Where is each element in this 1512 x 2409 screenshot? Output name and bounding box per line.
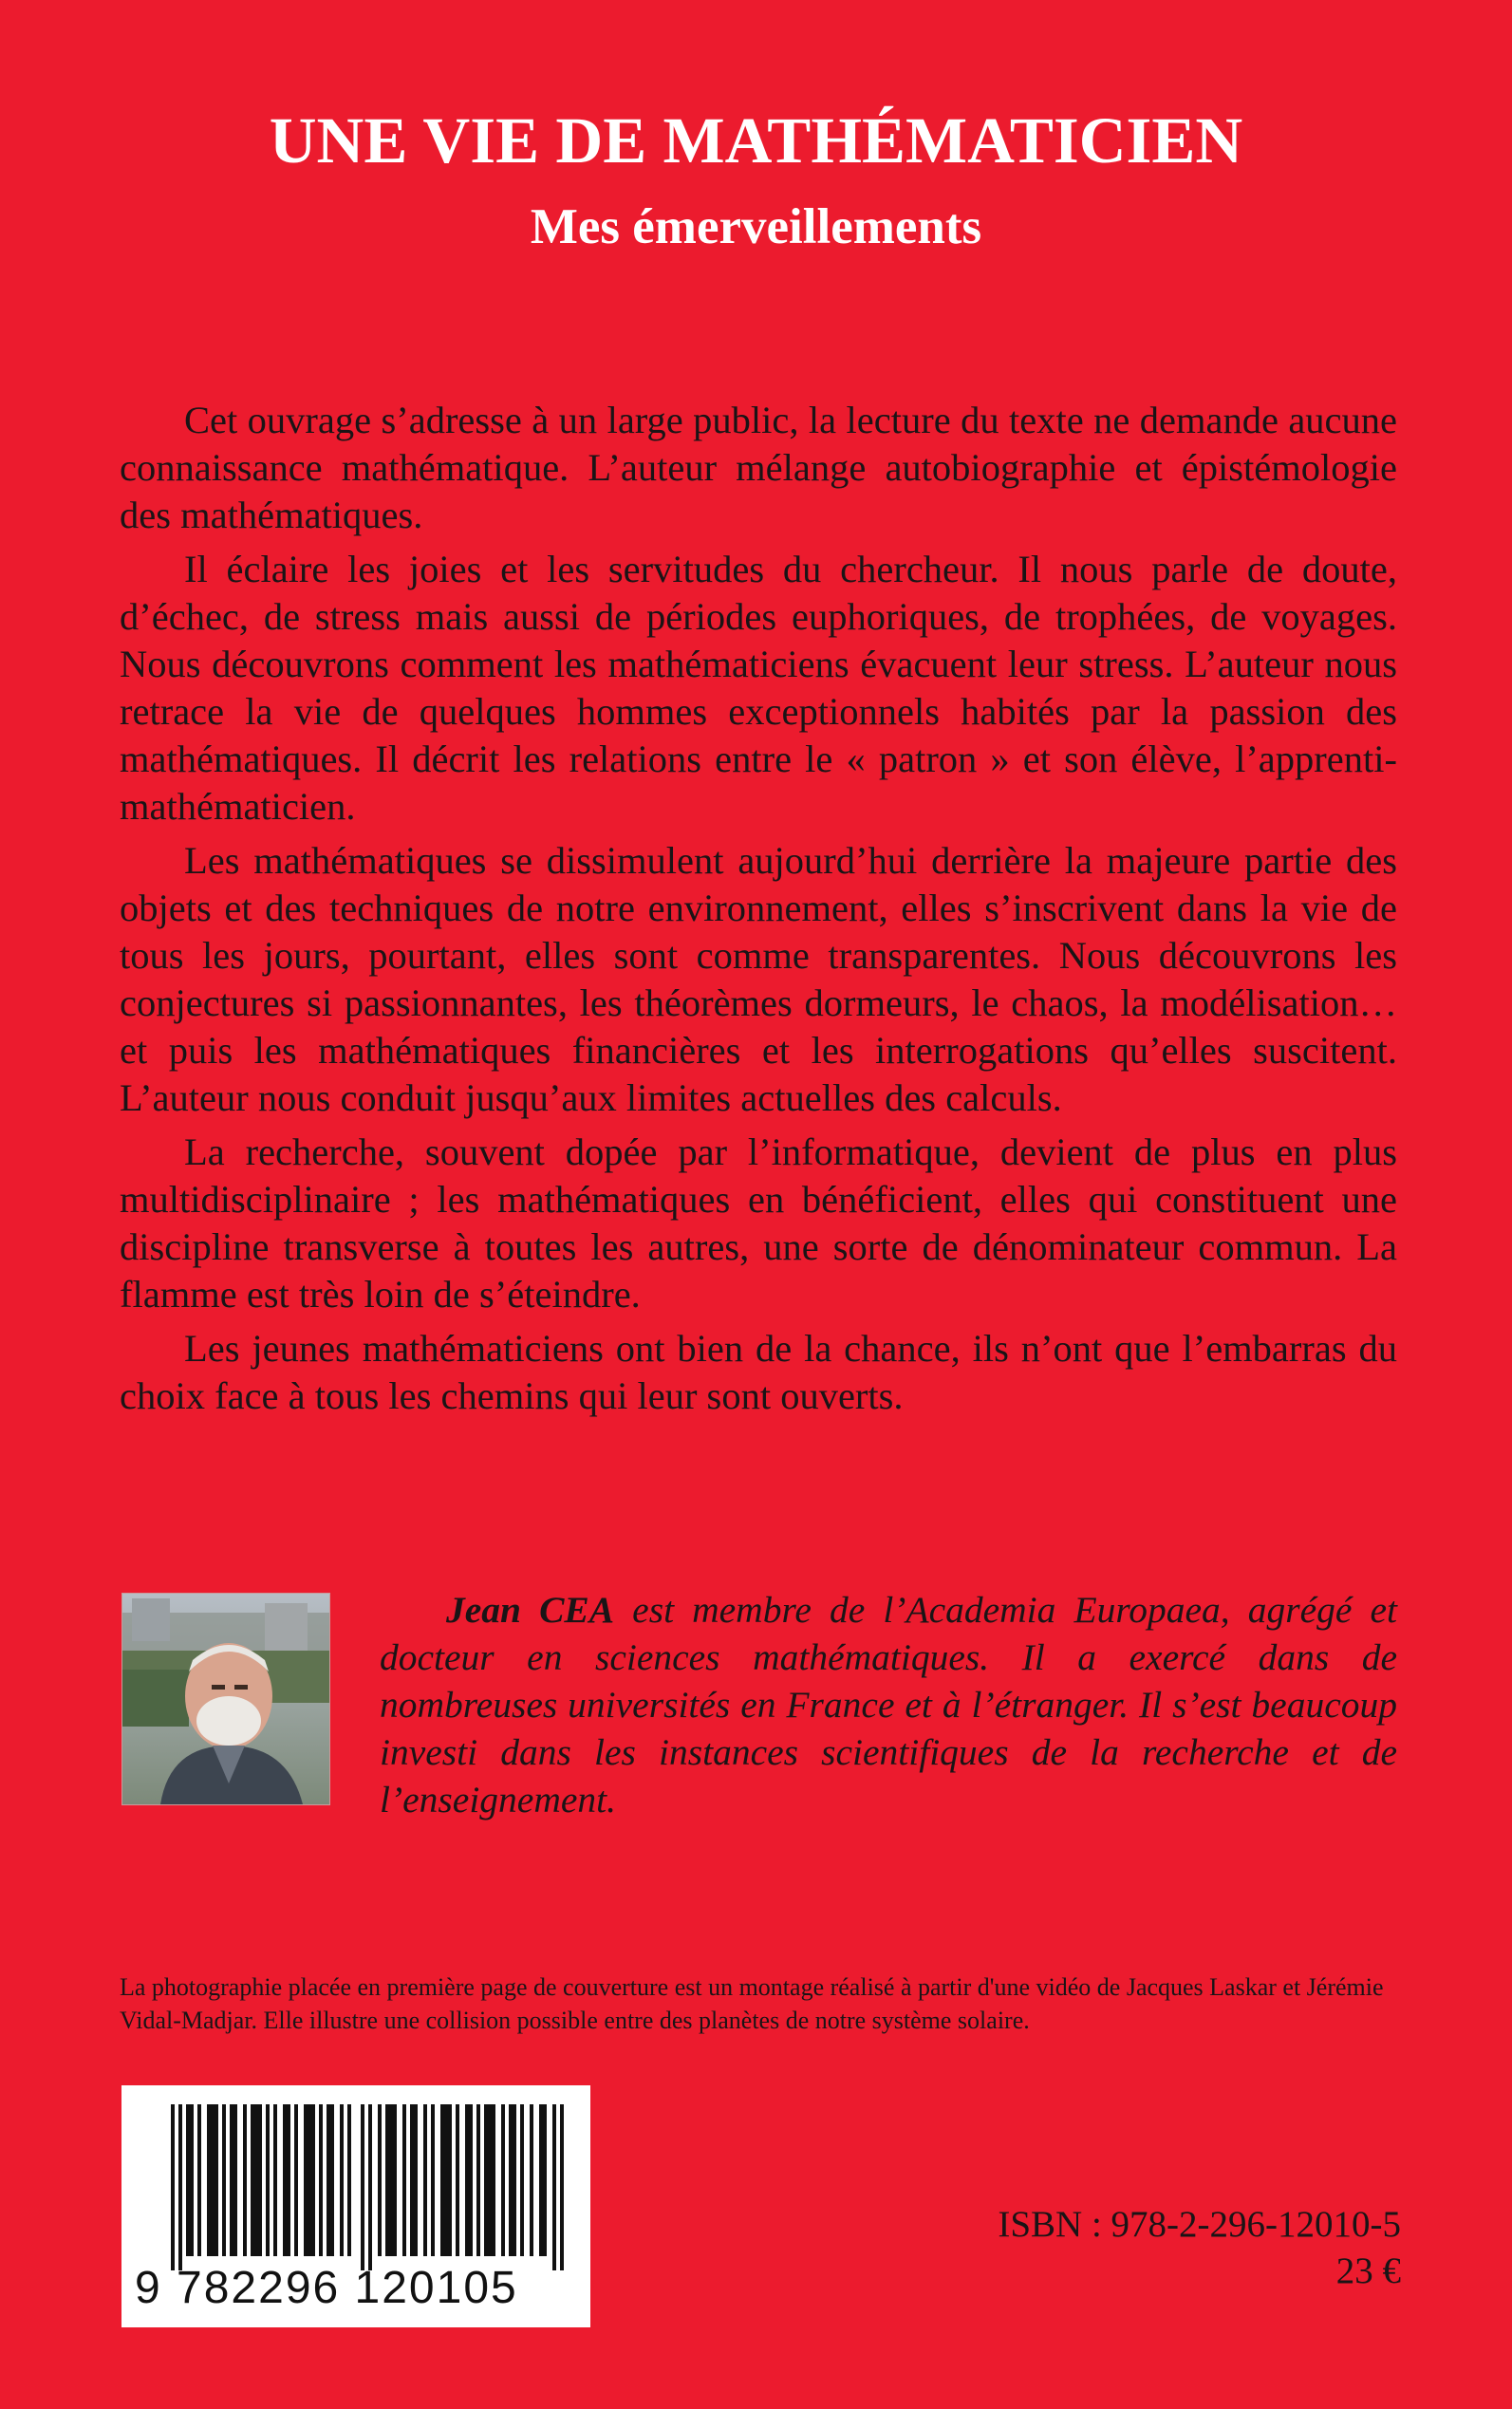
author-portrait-illustration bbox=[122, 1594, 329, 1804]
book-title: UNE VIE DE MATHÉMATICIEN bbox=[269, 104, 1243, 177]
blurb-paragraph-4: La recherche, souvent dopée par l’informatique, devient de plus en plus multidisciplinaire ; les mathématiques en bénéficient, elles qui constituent une discipline transverse à toutes les autres, une sorte de dénominateur commun. La flamme est très loin de s’éteindre. bbox=[120, 1130, 1397, 1316]
price: 23 € bbox=[1335, 2250, 1401, 2291]
photo-credit: La photographie placée en première page de couverture est un montage réalisé à partir d'une vidéo de Jacques Laskar et Jérémie Vidal-Madjar. Elle illustre une collision possible entre des planètes de notre système solaire. bbox=[120, 1973, 1384, 2034]
blurb bbox=[120, 397, 1397, 1427]
author-bio bbox=[380, 1586, 1397, 1823]
author-photo bbox=[121, 1593, 330, 1805]
author-bio-text: est membre de l’Academia Europaea, agrégé et docteur en sciences mathématiques. Il a exercé dans de nombreuses universités en France et à l’étranger. Il s’est beaucoup investi dans les instances scientifiques de la recherche et de l’enseignement. bbox=[380, 1589, 1397, 1821]
book-subtitle: Mes émerveillements bbox=[530, 199, 982, 254]
barcode-digits: 9 782296 120105 bbox=[135, 2263, 518, 2313]
blurb-paragraph-3: Les mathématiques se dissimulent aujourd’hui derrière la majeure partie des objets et des techniques de notre environnement, elles s’inscrivent dans la vie de tous les jours, pourtant, elles sont comme transparentes. Nous découvrons les conjectures si passionnantes, les théorèmes dormeurs, le chaos, la modélisation… et puis les mathématiques financières et les interrogations qu’elles suscitent. L’auteur nous conduit jusqu’aux limites actuelles des calculs. bbox=[120, 839, 1397, 1119]
isbn: ISBN : 978-2-296-12010-5 bbox=[998, 2204, 1401, 2245]
barcode-bars bbox=[171, 2104, 569, 2270]
blurb-paragraph-1: Cet ouvrage s’adresse à un large public, la lecture du texte ne demande aucune connaissance mathématique. L’auteur mélange autobiographie et épistémologie des mathématiques. bbox=[120, 399, 1397, 536]
author-name: Jean CEA bbox=[446, 1589, 615, 1631]
author-bio-paragraph bbox=[380, 1586, 1397, 1823]
barcode bbox=[121, 2085, 590, 2327]
blurb-paragraph-5: Les jeunes mathématiciens ont bien de la chance, ils n’ont que l’embarras du choix face à tous les chemins qui leur sont ouverts. bbox=[120, 1327, 1397, 1417]
blurb-paragraph-2: Il éclaire les joies et les servitudes du chercheur. Il nous parle de doute, d’échec, de stress mais aussi de périodes euphoriques, de trophées, de voyages. Nous découvrons comment les mathématiciens évacuent leur stress. L’auteur nous retrace la vie de quelques hommes exceptionnels habités par la passion des mathématiques. Il décrit les relations entre le « patron » et son élève, l’apprenti-mathématicien. bbox=[120, 548, 1397, 828]
